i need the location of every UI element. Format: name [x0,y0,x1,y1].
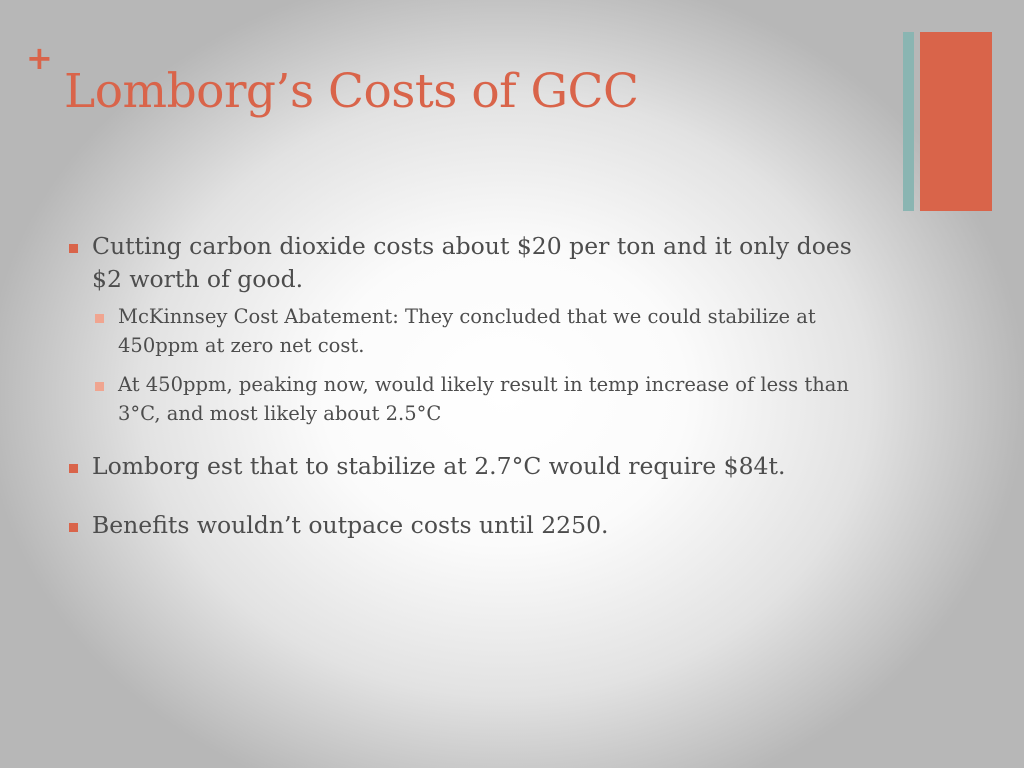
bullet-item [65,450,875,483]
bullet-item [65,509,875,542]
sub-bullet-item [92,302,875,360]
slide-body [65,230,875,542]
square-bullet-icon [95,314,104,323]
bullet-text: Benefits wouldn’t outpace costs until 2250. [92,511,609,539]
square-bullet-icon [69,244,78,253]
sub-bullet-text: McKinnsey Cost Abatement: They concluded that we could stabilize at 450ppm at zero net cost. [118,305,816,357]
bullet-text: Cutting carbon dioxide costs about $20 per ton and it only does $2 worth of good. [92,232,852,293]
decorative-teal-bar [903,32,914,211]
plus-icon: + [26,39,53,77]
sub-bullet-text: At 450ppm, peaking now, would likely result in temp increase of less than 3°C, and most likely about 2.5°C [118,373,849,425]
square-bullet-icon [95,382,104,391]
slide-title: Lomborg’s Costs of GCC [64,64,639,119]
bullet-text: Lomborg est that to stabilize at 2.7°C would require $84t. [92,452,786,480]
sub-bullet-item [92,370,875,428]
square-bullet-icon [69,464,78,473]
decorative-orange-block [920,32,992,211]
square-bullet-icon [69,523,78,532]
bullet-item [65,230,875,296]
